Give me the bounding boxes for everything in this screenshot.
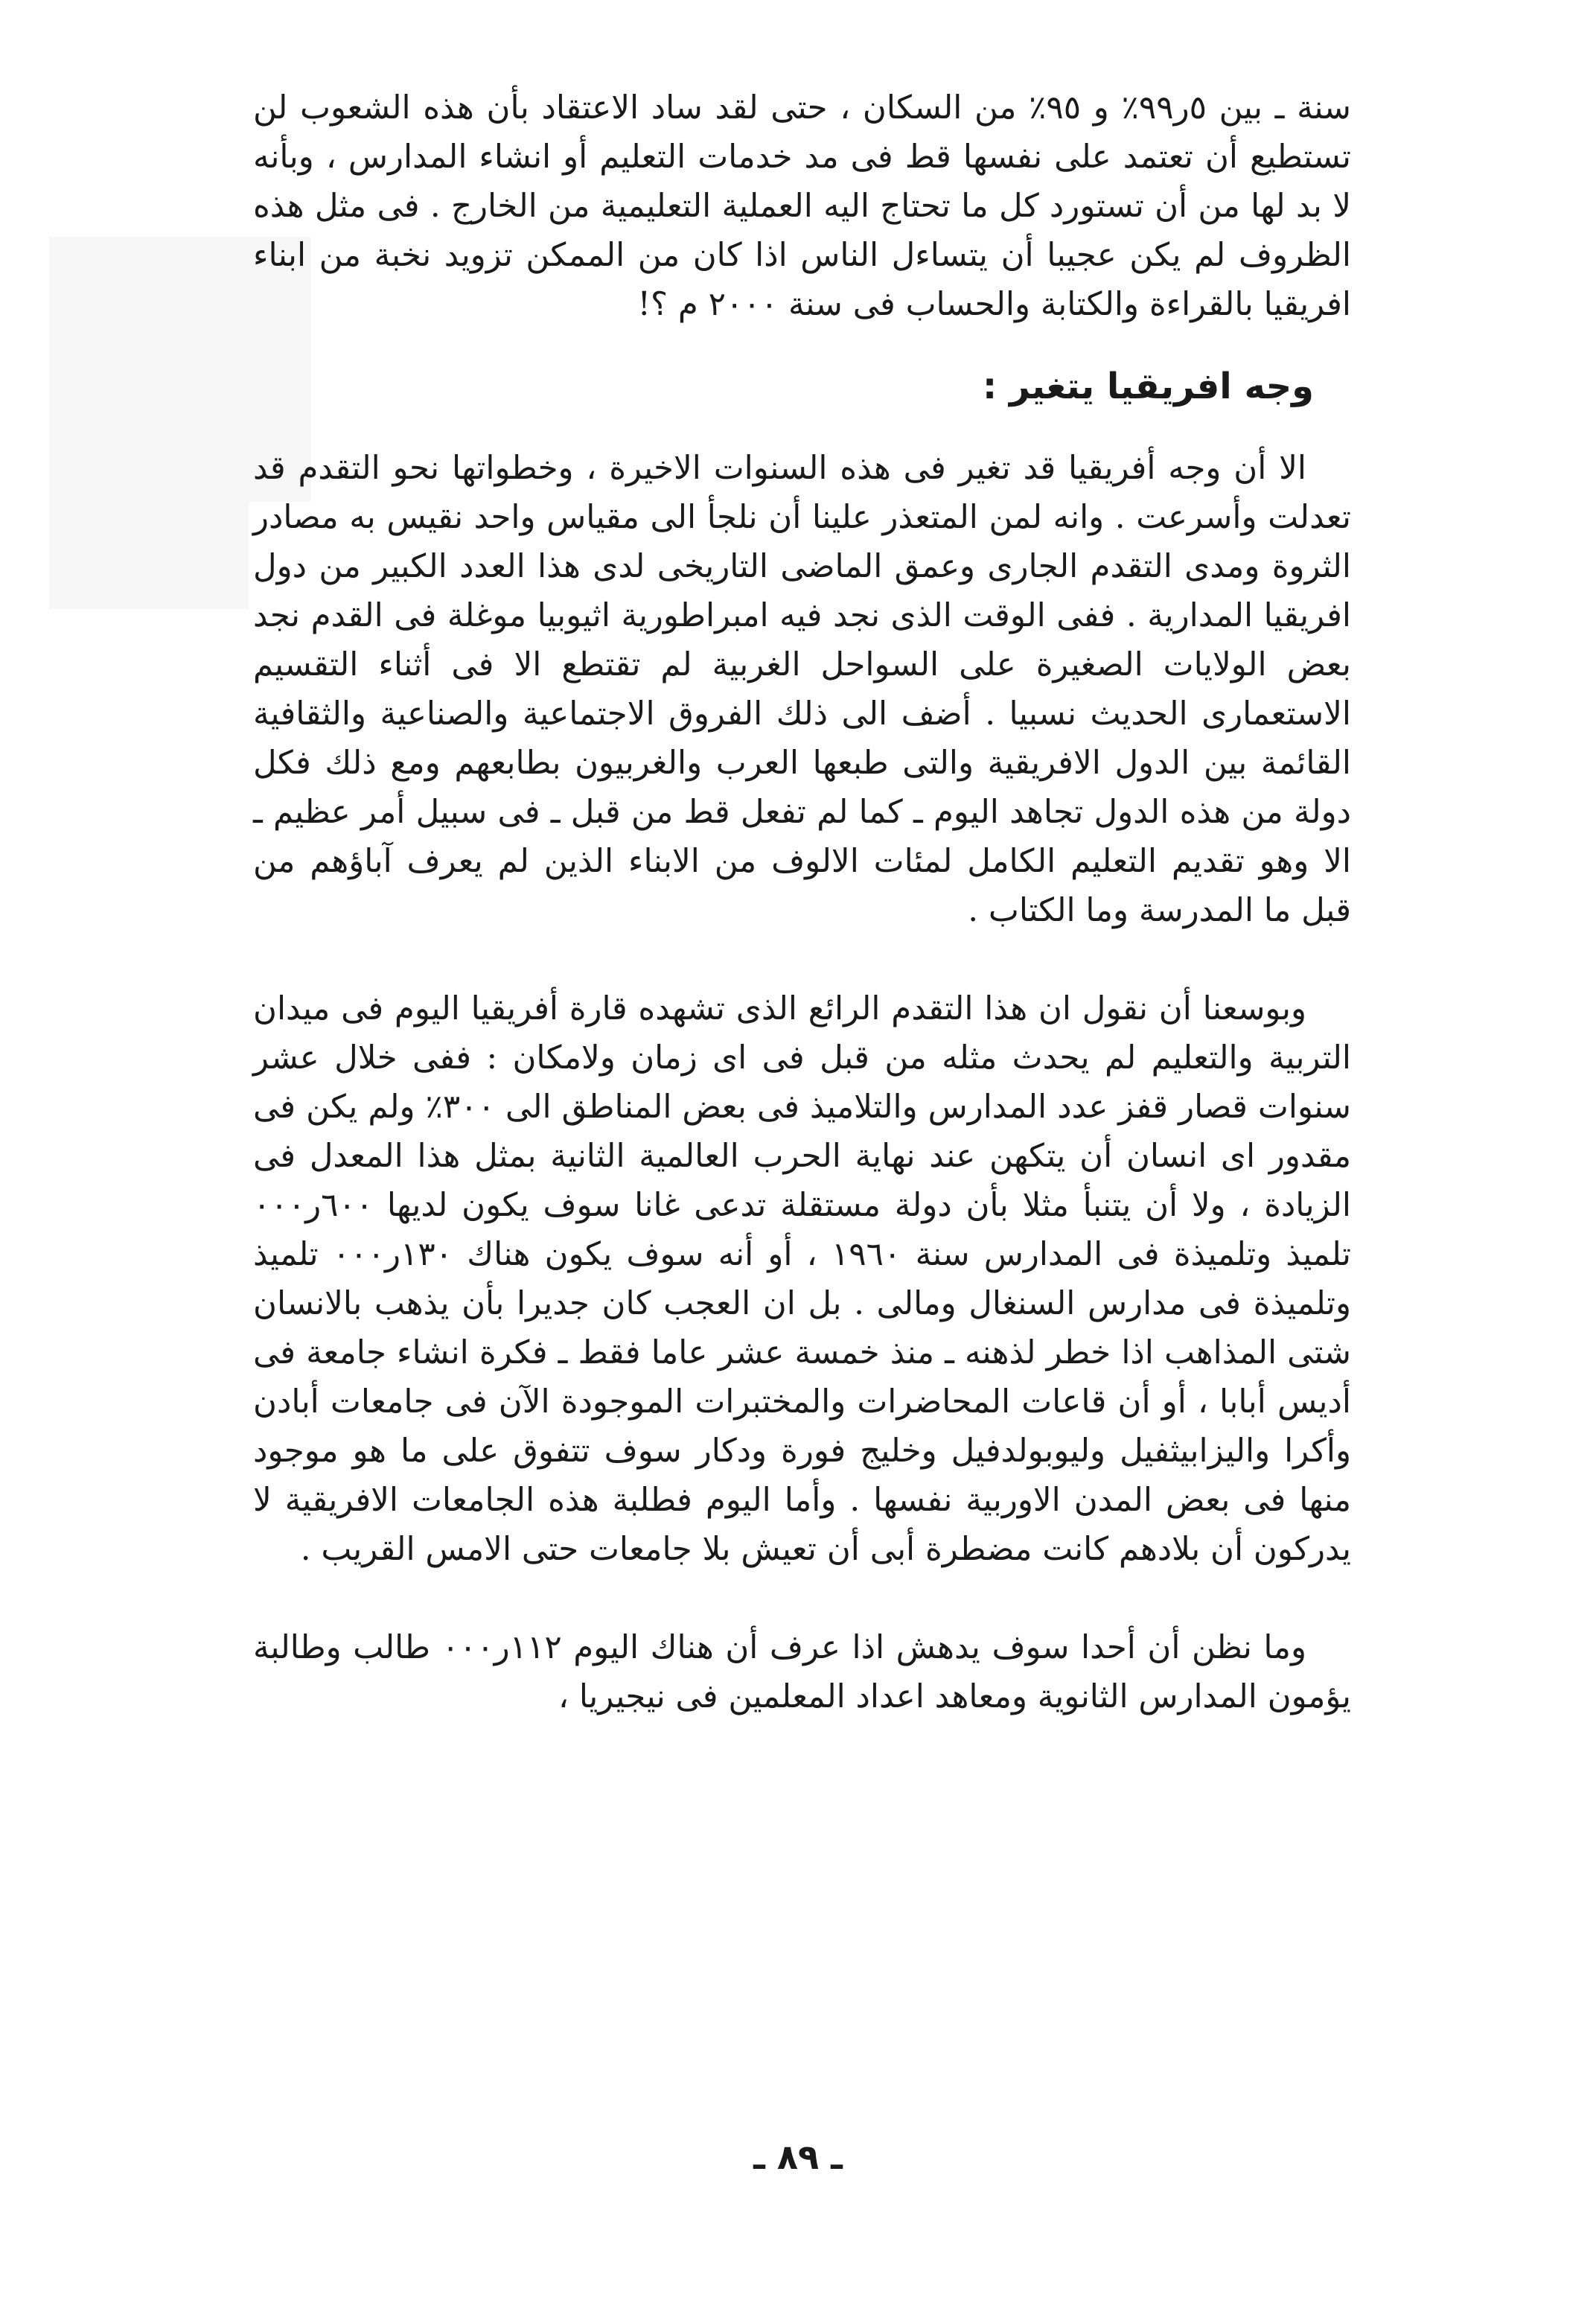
page-body — [253, 83, 1351, 2243]
paragraph-1: الا أن وجه أفريقيا قد تغير فى هذه السنوات الاخيرة ، وخطواتها نحو التقدم قد تعدلت وأسرعت . وانه لمن المتعذر علينا أن نلجأ الى مقياس واحد نقيس به مصادر الثروة ومدى التقدم الجارى وعمق الماضى التاريخى لدى هذا العدد الكبير من دول افريقيا المدارية . ففى الوقت الذى نجد فيه امبراطورية اثيوبيا موغلة فى القدم نجد بعض الولايات الصغيرة على السواحل الغربية لم تقتطع الا فى أثناء التقسيم الاستعمارى الحديث نسبيا . أضف الى ذلك الفروق الاجتماعية والصناعية والثقافية القائمة بين الدول الافريقية والتى طبعها العرب والغربيون بطابعهم ومع ذلك فكل دولة من هذه الدول تجاهد اليوم ـ كما لم تفعل قط من قبل ـ فى سبيل أمر عظيم ـ الا وهو تقديم التعليم الكامل لمئات الالوف من الابناء الذين لم يعرف آباؤهم من قبل ما المدرسة وما الكتاب . — [253, 450, 1351, 929]
paragraph-top: سنة ـ بين ٥ر٩٩٪ و ٩٥٪ من السكان ، حتى لقد ساد الاعتقاد بأن هذه الشعوب لن تستطيع أن تعتمد على نفسها قط فى مد خدمات التعليم أو انشاء المدارس ، وبأنه لا بد لها من أن تستورد كل ما تحتاج اليه العملية التعليمية من الخارج . فى مثل هذه الظروف لم يكن عجيبا أن يتساءل الناس اذا كان من الممكن تزويد نخبة من ابناء افريقيا بالقراءة والكتابة والحساب فى سنة ٢٠٠٠ م ؟! — [253, 89, 1351, 323]
paragraph-2: وبوسعنا أن نقول ان هذا التقدم الرائع الذى تشهده قارة أفريقيا اليوم فى ميدان التربية والتعليم لم يحدث مثله من قبل فى اى زمان ولامكان : ففى خلال عشر سنوات قصار قفز عدد المدارس والتلاميذ فى بعض المناطق الى ٣٠٠٪ ولم يكن فى مقدور اى انسان أن يتكهن عند نهاية الحرب العالمية الثانية بمثل هذا المعدل فى الزيادة ، ولا أن يتنبأ مثلا بأن دولة مستقلة تدعى غانا سوف يكون لديها ٦٠٠ر٠٠٠ تلميذ وتلميذة فى المدارس سنة ١٩٦٠ ، أو أنه سوف يكون هناك ١٣٠ر٠٠٠ تلميذ وتلميذة فى مدارس السنغال ومالى . بل ان العجب كان جديرا بأن يذهب بالانسان شتى المذاهب اذا خطر لذهنه ـ منذ خمسة عشر عاما فقط ـ فكرة انشاء جامعة فى أديس أبابا ، أو أن قاعات المحاضرات والمختبرات الموجودة الآن فى جامعات أبادن وأكرا واليزابيثفيل وليوبولدفيل وخليج فورة ودكار سوف تتفوق على ما هو موجود منها فى بعض المدن الاوربية نفسها . وأما اليوم فطلبة هذه الجامعات الافريقية لا يدركون أن بلادهم كانت مضطرة أبى أن تعيش بلا جامعات حتى الامس القريب . — [253, 990, 1351, 1568]
section-heading: وجه افريقيا يتغير : — [983, 366, 1314, 407]
scan-shadow — [49, 237, 249, 609]
paragraph-3: وما نظن أن أحدا سوف يدهش اذا عرف أن هناك اليوم ١١٢ر٠٠٠ طالب وطالبة يؤمون المدارس الثانوية ومعاهد اعداد المعلمين فى نيجيريا ، — [253, 1629, 1351, 1715]
page-number: ـ ٨٩ ـ — [753, 2137, 843, 2177]
